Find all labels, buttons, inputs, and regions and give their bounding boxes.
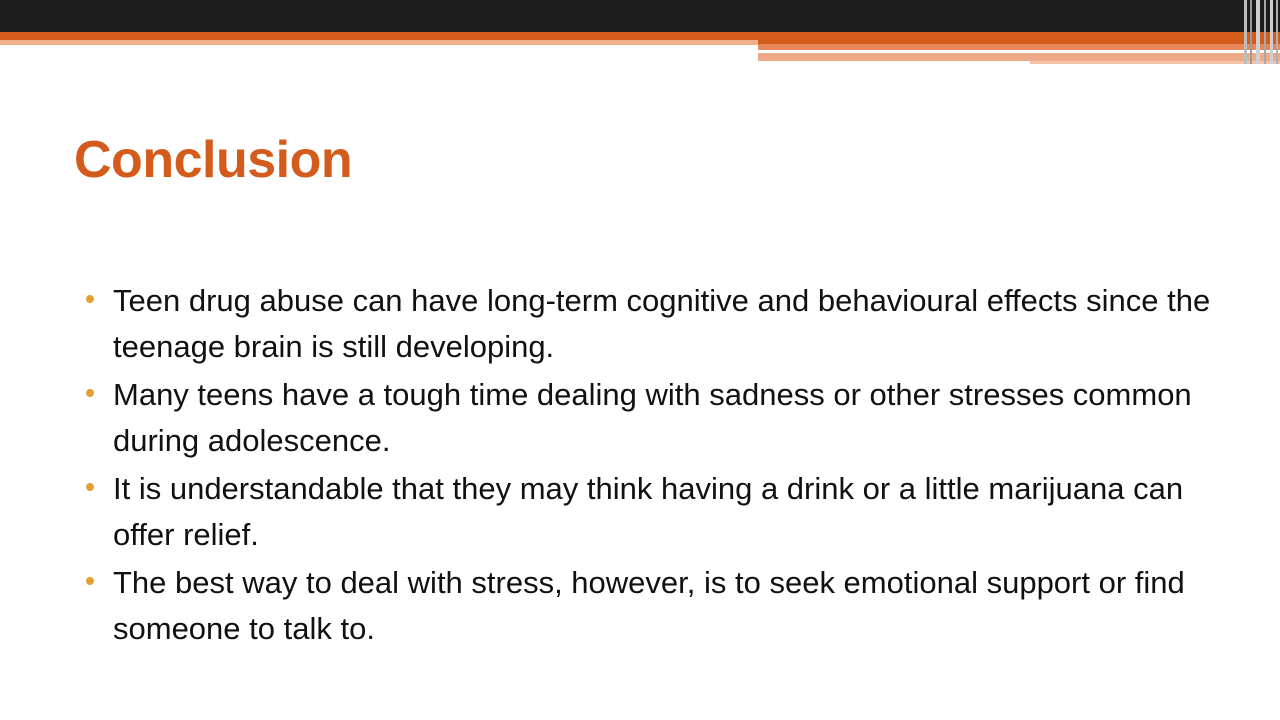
bullet-item <box>86 278 1216 370</box>
bullet-text: Teen drug abuse can have long-term cognitive and behavioural effects since the teenage brain is still developing. <box>113 283 1211 364</box>
bullet-text: Many teens have a tough time dealing with sadness or other stresses common during adolescence. <box>113 377 1192 458</box>
bullet-item <box>86 560 1216 652</box>
bullet-item <box>86 372 1216 464</box>
bullet-text: The best way to deal with stress, however, is to seek emotional support or find someone to talk to. <box>113 565 1185 646</box>
slide-title: Conclusion <box>74 131 353 189</box>
header-decoration <box>0 0 1280 34</box>
bullet-marker-icon <box>86 483 94 491</box>
bullet-marker-icon <box>86 295 94 303</box>
bullet-marker-icon <box>86 389 94 397</box>
bullet-text: It is understandable that they may think having a drink or a little marijuana can offer relief. <box>113 471 1184 552</box>
bullet-item <box>86 466 1216 558</box>
bullet-marker-icon <box>86 577 94 585</box>
header-stripes <box>0 0 1280 66</box>
bullet-list <box>86 278 1216 654</box>
